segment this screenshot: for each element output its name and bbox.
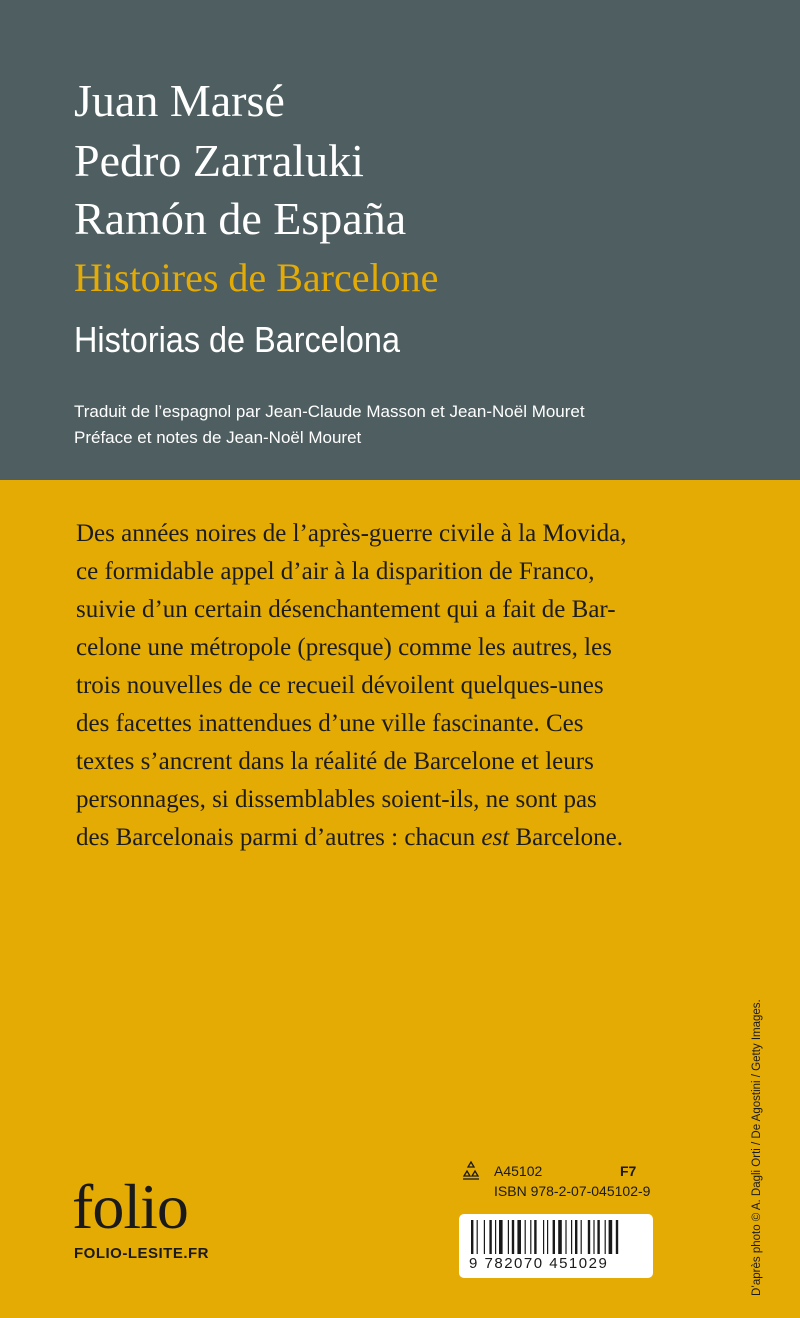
barcode-bar (543, 1220, 544, 1254)
barcode-bar (575, 1220, 577, 1254)
barcode-bar (616, 1220, 618, 1254)
barcode-bar (517, 1220, 521, 1254)
barcode-bar (471, 1220, 473, 1254)
blurb-line: ce formidable appel d’air à la disparition de Franco, (76, 558, 595, 585)
preface-credit: Préface et notes de Jean-Noël Mouret (74, 428, 362, 447)
barcode-bar (571, 1220, 572, 1254)
website-url[interactable]: FOLIO-LESITE.FR (74, 1245, 209, 1262)
folio-logo: folio (72, 1171, 188, 1242)
barcode-bar (565, 1220, 566, 1254)
blurb-last-start: des Barcelonais parmi d’autres : chacun (76, 824, 482, 851)
blurb-text (76, 515, 800, 857)
barcode-bar (499, 1220, 503, 1254)
price-code: F7 (620, 1163, 637, 1179)
barcode-bar (588, 1220, 590, 1254)
recycle-paper-icon (460, 1160, 482, 1182)
barcode-bar (489, 1220, 491, 1254)
author-3: Ramón de España (74, 193, 407, 244)
blurb-line-last (76, 819, 800, 857)
blurb-line: des facettes inattendues d’une ville fascinante. Ces (76, 710, 584, 737)
author-1: Juan Marsé (74, 75, 285, 126)
barcode-bar (609, 1220, 613, 1254)
photo-credit: D’après photo © A. Dagli Orti / De Agostini / Getty Images. (751, 999, 763, 1296)
barcode-bar (512, 1220, 514, 1254)
barcode-panel (459, 1214, 653, 1278)
barcode-bar (558, 1220, 562, 1254)
blurb-line: personnages, si dissemblables soient-ils, ne sont pas (76, 786, 597, 813)
title-spanish: Historias de Barcelona (74, 319, 400, 360)
blurb-last-end: Barcelone. (509, 824, 624, 851)
barcode-bar (525, 1220, 526, 1254)
author-2: Pedro Zarraluki (74, 135, 364, 186)
barcode-bar (477, 1220, 478, 1254)
blurb-line: Des années noires de l’après-guerre civile à la Movida, (76, 520, 627, 547)
product-codes (460, 1158, 651, 1208)
blurb-emphasis: est (481, 824, 510, 851)
barcode-bar (495, 1220, 496, 1254)
blurb-line: textes s’ancrent dans la réalité de Barcelone et leurs (76, 748, 594, 775)
translation-credit: Traduit de l’espagnol par Jean-Claude Masson et Jean-Noël Mouret (74, 402, 585, 421)
barcode-bar (553, 1220, 555, 1254)
blurb-line: celone une métropole (presque) comme les autres, les (76, 634, 612, 661)
blurb-line: suivie d’un certain désenchantement qui a fait de Bar- (76, 596, 616, 623)
barcode-bar (530, 1220, 531, 1254)
barcode-digits: 9 782070 451029 (469, 1255, 609, 1272)
product-code: A45102 (494, 1163, 543, 1179)
title-french: Histoires de Barcelone (74, 255, 439, 300)
barcode-bar (534, 1220, 536, 1254)
barcode-bar (547, 1220, 548, 1254)
barcode-bar (597, 1220, 599, 1254)
barcode-bar (605, 1220, 606, 1254)
isbn: ISBN 978-2-07-045102-9 (494, 1183, 651, 1199)
barcode-bar (484, 1220, 485, 1254)
barcode-bar (593, 1220, 594, 1254)
barcode-bar (508, 1220, 509, 1254)
barcode-bar (581, 1220, 582, 1254)
blurb-line: trois nouvelles de ce recueil dévoilent quelques-unes (76, 672, 604, 699)
